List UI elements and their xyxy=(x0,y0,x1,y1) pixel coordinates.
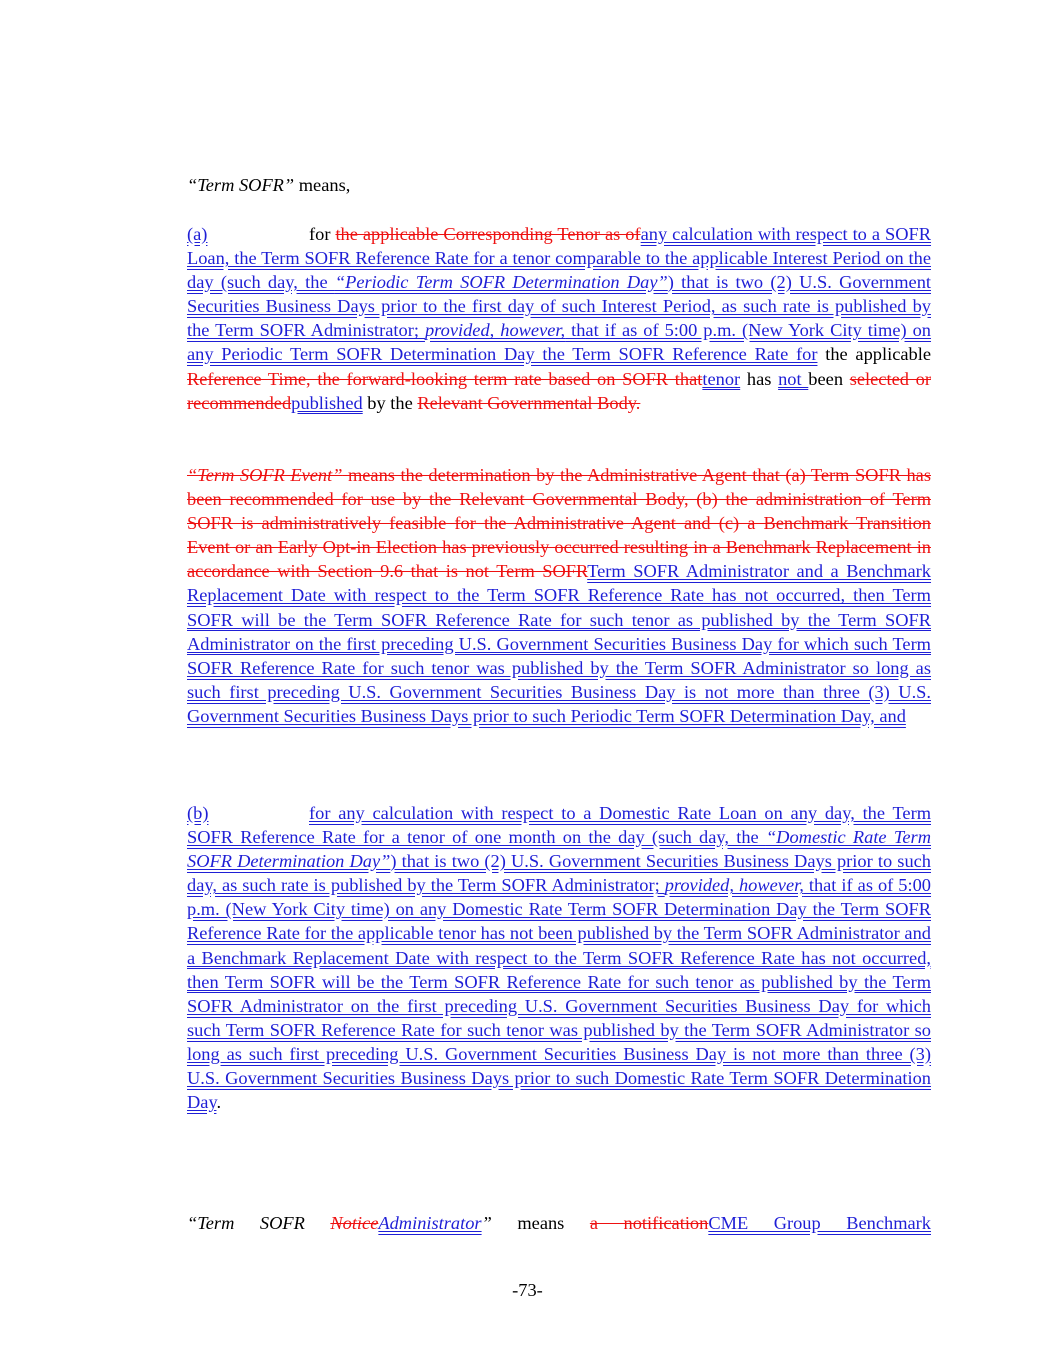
clause-a-text: the applicable xyxy=(817,344,931,365)
inserted-text: for any calculation with respect to a Domestic Rate Loan on any day, the Term SOFR Reference Rate for a tenor of one month on the day (such day, the xyxy=(187,803,931,848)
inserted-text: ) that is two (2) U.S. Government Securities Business Days prior to such day, as such rate is published by the Term SOFR Administrator; xyxy=(187,851,931,896)
inserted-text: Term SOFR Administrator and a Benchmark Replacement Date with respect to the Term SOFR Reference Rate has not occurred, then Term SOFR will be the Term SOFR Reference Rate for such tenor as published by the Term SOFR Administrator on the first preceding U.S. Government Securities Business Day for which such Term SOFR Reference Rate for such tenor was published by the Term SOFR Administrator so long as such first preceding U.S. Government Securities Business Day is not more than three (3) U.S. Government Securities Business Days prior to such Periodic Term SOFR Determination Day, and xyxy=(187,561,932,726)
deleted-text: a notification xyxy=(589,1213,709,1233)
defined-term-close: ” xyxy=(481,1213,492,1233)
clause-a-indent xyxy=(187,222,257,246)
inserted-text: not xyxy=(778,368,809,389)
clause-b xyxy=(187,801,931,1114)
clause-a xyxy=(187,222,931,415)
term-sofr-administrator-definition xyxy=(187,1211,931,1235)
inserted-defined-term: Administrator xyxy=(378,1213,482,1233)
clause-a-label: (a) xyxy=(187,224,208,244)
clause-b-end: . xyxy=(216,1092,222,1113)
deleted-text: selected or recommended xyxy=(187,368,931,413)
deleted-text: Reference Time, the forward-looking term rate based on SOFR that xyxy=(187,368,703,389)
clause-a-text: has xyxy=(740,368,779,389)
term-sofr-event-paragraph xyxy=(187,463,931,728)
inserted-text: CME Group Benchmark xyxy=(708,1213,931,1233)
clause-b-label: (b) xyxy=(187,803,209,823)
deleted-defined-term: Notice xyxy=(330,1213,379,1233)
inserted-defined-term: “Domestic Rate Term SOFR Determination Day” xyxy=(187,827,931,872)
definition-lead: means xyxy=(491,1213,590,1233)
page-number: -73- xyxy=(512,1280,543,1300)
deleted-text: the applicable Corresponding Tenor as of xyxy=(335,224,641,244)
inserted-defined-term: “Periodic Term SOFR Determination Day” xyxy=(334,272,668,293)
clause-a-text: for xyxy=(309,224,336,244)
defined-term: “Term SOFR” xyxy=(187,175,295,195)
deleted-defined-term: “Term SOFR Event” xyxy=(187,465,343,485)
inserted-text: ) that is two (2) U.S. Government Securities Business Days prior to the first day of such Interest Period, as such rate is published by the Term SOFR Administrator; xyxy=(187,272,931,341)
clause-a-text: by the xyxy=(362,392,418,413)
inserted-proviso: provided, however, xyxy=(664,875,804,896)
inserted-text: that if as of 5:00 p.m. (New York City time) on any Periodic Term SOFR Determination Day the Term SOFR Reference Rate for xyxy=(187,320,932,365)
inserted-text: tenor xyxy=(702,368,741,389)
inserted-text: any calculation with respect to a SOFR Loan, the Term SOFR Reference Rate for a tenor comparable to the applicable Interest Period on the day (such day, the xyxy=(187,224,932,293)
inserted-text: published xyxy=(291,392,363,413)
clause-a-text: been xyxy=(808,368,850,389)
deleted-text: means the determination by the Administrative Agent that (a) Term SOFR has been recommended for use by the Relevant Governmental Body, (b) the administration of Term SOFR is administratively feasible for the Administrative Agent and (c) a Benchmark Transition Event or an Early Opt-in Election has previously occurred resulting in a Benchmark Replacement in accordance with Section 9.6 that is not Term SOFR xyxy=(187,465,931,582)
inserted-proviso: provided, however, xyxy=(424,320,566,341)
clause-b-indent xyxy=(187,801,257,825)
term-sofr-definition-heading xyxy=(187,173,931,197)
deleted-text: Relevant Governmental Body. xyxy=(417,392,641,413)
definition-lead: means, xyxy=(294,175,351,195)
defined-term: “Term SOFR xyxy=(187,1213,331,1233)
inserted-text: that if as of 5:00 p.m. (New York City time) on any Domestic Rate Term SOFR Determination Day the Term SOFR Reference Rate for the applicable tenor has not been published by the Term SOFR Administrator and a Benchmark Replacement Date with respect to the Term SOFR Reference Rate has not occurred, then Term SOFR will be the Term SOFR Reference Rate for such tenor as published by the Term SOFR Administrator on the first preceding U.S. Government Securities Business Day for which such Term SOFR Reference Rate for such tenor was published by the Term SOFR Administrator so long as such first preceding U.S. Government Securities Business Day is not more than three (3) U.S. Government Securities Business Days prior to such Domestic Rate Term SOFR Determination Day xyxy=(187,875,931,1113)
